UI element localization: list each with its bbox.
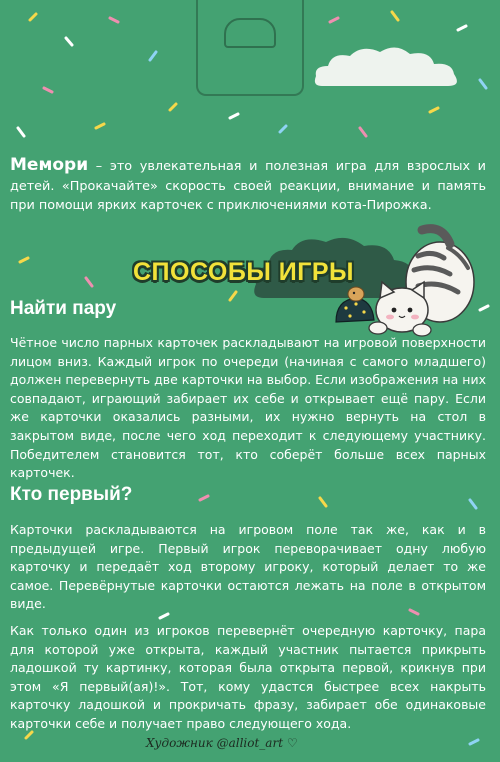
artist-credit: Художник @alliot_art ♡ bbox=[146, 736, 298, 750]
hanger-tab bbox=[196, 0, 304, 96]
section-paragraph: Карточки раскладываются на игровом поле так же, как и в предыдущей игре. Первый игрок переворачивает одну любую карточку и передаёт ход второму игроку, который делает то же самое. Перевёрнутые карточки остаются лежать на поле в открытом виде. bbox=[10, 522, 486, 612]
hedgehog-illustration bbox=[336, 287, 374, 322]
intro-paragraph bbox=[10, 156, 486, 216]
cloud-shape bbox=[312, 44, 462, 90]
section-title-who-first: Кто первый? bbox=[10, 484, 133, 505]
intro-text: – это увлекательная и полезная игра для взрослых и детей. «Прокачайте» скорость своей реакции, внимание и память при помощи ярких карточек с приключениями кота-Пирожка. bbox=[10, 159, 486, 214]
section-paragraph: Как только один из игроков перевернёт очередную карточку, пара для которой уже открыта, каждый участник пытается прикрыть ладошкой ту картинку, которая была открыта первой, крикнув при этом «Я первый(ая)!». Тот, кому удастся быстрее всех накрыть карточку ладошкой и прокричать фразу, забирает обе одинаковые карточки себе и получает право следующего хода. bbox=[10, 623, 486, 731]
section-paragraph: Чётное число парных карточек раскладывают на игровой поверхности лицом вниз. Каждый игрок по очереди (начиная с самого младшего) должен перевернуть две карточки на выбор. Если изображения на них совпадают, играющий забирает их себе и открывает ещё пару. Если же карточки оказались разными, их нужно вернуть на стол в закрытом виде, после чего ход переходит к следующему участнику. Победителем становится тот, кто соберёт больше всех парных карточек. bbox=[10, 335, 486, 481]
section-title-find-pair: Найти пару bbox=[10, 298, 117, 319]
brand-name: Мемори bbox=[10, 155, 89, 175]
cat-illustration bbox=[322, 220, 482, 340]
hanger-slot bbox=[224, 18, 276, 48]
ways-of-play-title: СПОСОБЫ ИГРЫ bbox=[133, 258, 355, 286]
